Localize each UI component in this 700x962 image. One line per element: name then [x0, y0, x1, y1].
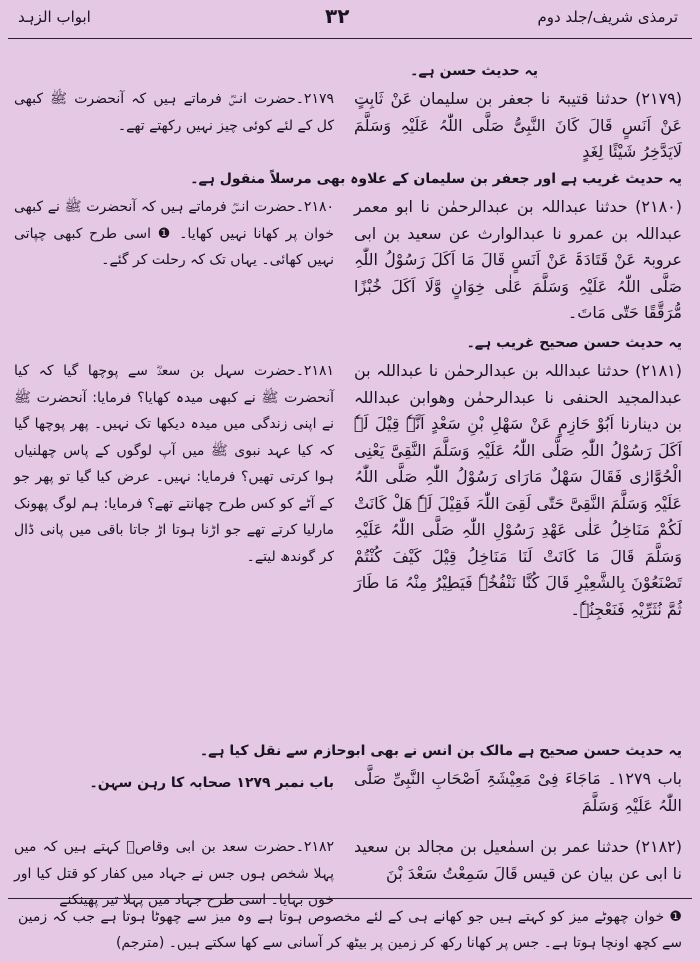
header-rule [8, 38, 692, 39]
urdu-translation-2182: ۲۱۸۲۔حضرت سعد بن ابی وقاصؓ کہتے ہیں کہ میں پہلا شخص ہوں جس نے جہاد میں کفار کو قتل کیا اور خون بہایا۔ اسی طرح جہاد میں پہلا تیر پھینکنے [14, 839, 334, 908]
book-title: ترمذی شریف/جلد دوم [537, 8, 678, 26]
grade-note-2181: یہ حدیث حسن صحیح ہے مالک بن انس نے بھی ابوحازم سے نقل کیا ہے۔ [199, 743, 682, 759]
arabic-hadith-2180: (۲۱۸۰) حدثنا عبداللہ بن عبدالرحمٰن نا ابو معمر عبداللہ بن عمرو نا عبدالوارث عن سعید بن ابی عروبۃ عَنْ قَتَادَۃَ عَنْ اَنَسٍ قَالَ مَا اَكَلَ رَسُوْلُ اللّٰہِ صَلَّی اللّٰہُ عَلَیْہِ وَسَلَّمَ عَلٰی خِوَانٍ وَّلَا اَكَلَ خُبْزًا مُّرَقَّقًا حَتّٰی مَاتَ۔ [354, 197, 682, 322]
footnote-rule [8, 898, 692, 899]
urdu-translation-2181: ۲۱۸۱۔حضرت سہل بن سعدؓ سے پوچھا گیا کہ کیا آنحضرت ﷺ نے کبھی میدہ کھایا؟ فرمایا: آنحضرت ﷺ نے اپنی زندگی میں میدہ دیکھا تک نہیں۔ پھر پوچھا گیا کہ کیا عہد نبوی ﷺ میں آپ لوگوں کے پاس چھلنیاں ہوا کرتی تھیں؟ فرمایا: نہیں۔ عرض کیا گیا تو پھر جو کے آٹے کو کس طرح چھانتے تھے؟ فرمایا: ہم لوگ پھونک مارلیا کرتے تھے جو اڑنا ہوتا اڑ جاتا باقی میں پانی ڈال کر گوندھ لیتے۔ [14, 363, 334, 565]
urdu-translation-2179: ۲۱۷۹۔حضرت انسؓ فرماتے ہیں کہ آنحضرت ﷺ کبھی کل کے لئے کوئی چیز نہیں رکھتے تھے۔ [14, 91, 334, 134]
arabic-hadith-2179: (۲۱۷۹) حدثنا قتیبۃ نا جعفر بن سلیمان عَنْ ثَابِتٍ عَنْ اَنَسٍ قَالَ كَانَ النَّبِیُّ صَلَّی اللّٰہُ عَلَیْہِ وَسَلَّمَ لَایَدَّخِرُ شَیْئًا لِغَدٍ [354, 89, 682, 161]
arabic-hadith-2181: (۲۱۸۱) حدثنا عبداللہ بن عبدالرحمٰن نا عبداللہ بن عبدالمجید الحنفی نا عبدالرحمٰن وھوابن عبداللہ بن دینارنا اَبُوْ حَازِمٍ عَنْ سَھْلِ بْنِ سَعْدٍ اَنَّہٗ قِیْلَ لَہٗ اَكَلَ رَسُوْلُ اللّٰہِ صَلَّی اللّٰہُ عَلَیْہِ وَسَلَّمَ النَّقِیَّ یَعْنِی الْحُوَّارٰی فَقَالَ سَھْلٌ مَارَای رَسُوْلُ اللّٰہِ صَلَّی اللّٰہُ عَلَیْہِ وَسَلَّمَ النَّقِیَّ حَتّٰی لَقِیَ اللّٰہَ فَقِیْلَ لَہٗ ھَلْ كَانَتْ لَكُمْ مَنَاخِلُ عَلٰی عَھْدِ رَسُوْلِ اللّٰہِ صَلَّی اللّٰہُ عَلَیْہِ وَسَلَّمَ قَالَ مَا كَانَتْ لَنَا مَنَاخِلُ قِیْلَ كَیْفَ كُنْتُمْ تَصْنَعُوْنَ بِالشَّعِیْرِ قَالَ كُنَّا نَنْفُخُہٗ فَیَطِیْرُ مِنْہُ مَا طَارَ ثُمَّ نُثَرِّیْہِ فَنَعْجِنُہٗ۔ [354, 361, 682, 619]
grade-note-2180: یہ حدیث حسن صحیح غریب ہے۔ [466, 335, 682, 351]
footnote: ❶ خوان چھوٹے میز کو کہتے ہیں جو کھانے ہی کے لئے مخصوص ہوتا ہے وہ میز سے چھوٹا ہوتا ہے جب کہ زمین سے کچھ اونچا ہوتا ہے۔ جس پر کھانا رکھ کر زمین پر بیٹھ کر آسانی سے کھا سکتے ہیں۔ (مترجم) [18, 909, 682, 951]
chapter-heading-urdu: باب نمبر ۱۲۷۹ صحابہ کا رہن سہن۔ [89, 775, 334, 791]
page-number: ۳۲ [325, 4, 350, 28]
chapter-heading-arabic: باب ۱۲۷۹۔ مَاجَاءَ فِیْ مَعِیْشَۃِ اَصْحَابِ النَّبِیِّ صَلَّی اللّٰہُ عَلَیْہِ وَسَلَّمَ [354, 769, 683, 815]
urdu-translation-2180: ۲۱۸۰۔حضرت انسؓ فرماتے ہیں کہ آنحضرت ﷺ نے کبھی خوان پر کھانا نہیں کھایا۔ ❶ اسی طرح کبھی چپاتی نہیں کھائی۔ یہاں تک کہ رحلت کر گئے۔ [14, 199, 334, 268]
grade-note-2179: یہ حدیث غریب ہے اور جعفر بن سلیمان کے علاوہ بھی مرسلاً منقول ہے۔ [190, 171, 682, 187]
chapter-title: ابواب الزہد [18, 8, 91, 26]
arabic-hadith-2182: (۲۱۸۲) حدثنا عمر بن اسمٰعیل بن مجالد بن سعید نا ابی عن بیان عن قیس قَالَ سَمِعْتُ سَعْدَ بْنَ [354, 837, 682, 883]
grade-note-2178: یہ حدیث حسن ہے۔ [410, 63, 538, 79]
